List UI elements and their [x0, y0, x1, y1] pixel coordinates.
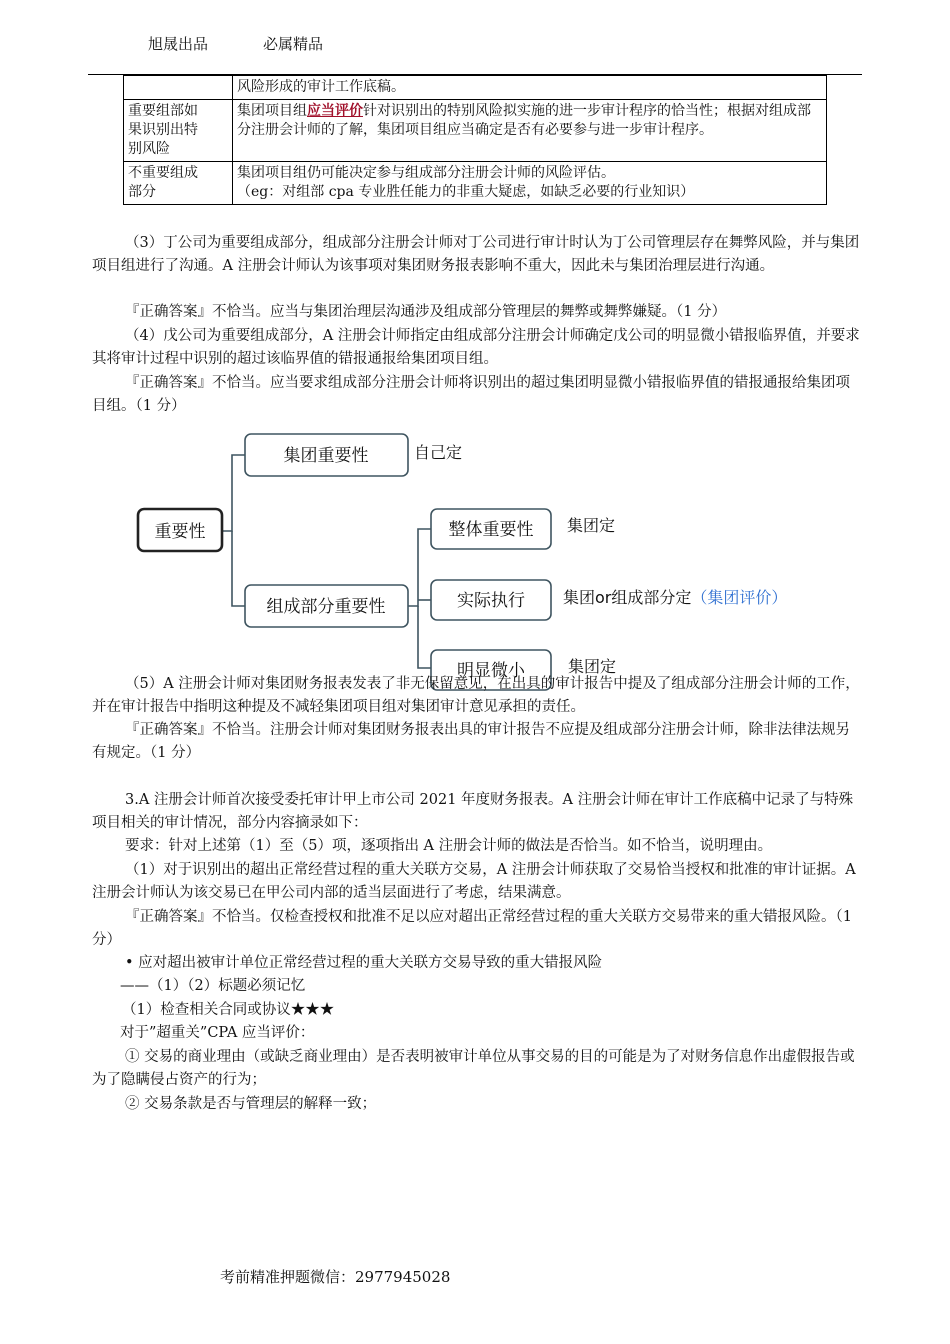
- table-cell-label: 不重要组成 部分: [124, 162, 233, 205]
- mindmap-component-label: 组成部分重要性: [266, 597, 386, 617]
- requirement: 要求：针对上述第（1）至（5）项，逐项指出 A 注册会计师的做法是否恰当。如不恰当，说明理由。: [125, 838, 773, 854]
- footer-contact: 考前精准押题微信：2977945028: [220, 1268, 451, 1286]
- mindmap-root-label: 重要性: [154, 522, 206, 542]
- question-3: （3）丁公司为重要组成部分，组成部分注册会计师对丁公司进行审计时认为丁公司管理层存在舞弊风险，并与集团项目组进行了沟通。A 注册会计师认为该事项对集团财务报表影响不重大，因此未与集团治理层进行沟通。: [92, 235, 860, 274]
- mindmap-performance-note-blue: （集团评价）: [691, 588, 788, 607]
- mindmap-overall-label: 整体重要性: [448, 520, 534, 540]
- table-cell: 集团项目组仍可能决定参与组成部分注册会计师的风险评估。 （eg：对组部 cpa 专业胜任能力的非重大疑虑，如缺乏必要的行业知识）: [233, 162, 827, 205]
- mindmap-group-label: 集团重要性: [283, 446, 369, 466]
- mindmap-overall-note: 集团定: [567, 516, 616, 535]
- section-3-question-1: （1）对于识别出的超出正常经营过程的重大关联方交易，A 注册会计师获取了交易恰当授权和批准的审计证据。A 注册会计师认为该交易已在甲公司内部的适当层面进行了考虑，结果满意。: [92, 862, 856, 901]
- header-right: 必属精品: [263, 35, 324, 53]
- answer-3: 『正确答案』不恰当。应当与集团治理层沟通涉及组成部分管理层的舞弊或舞弊嫌疑。（1 分）: [125, 304, 727, 320]
- mindmap-performance-label: 实际执行: [457, 591, 525, 611]
- answer-5: 『正确答案』不恰当。注册会计师对集团财务报表出具的审计报告不应提及组成部分注册会计师，除非法律法规另有规定。（1 分）: [92, 722, 850, 761]
- header-left: 旭晟出品: [148, 35, 209, 53]
- consideration-1: ① 交易的商业理由（或缺乏商业理由）是否表明被审计单位从事交易的目的可能是为了对财务信息作出虚假报告或为了隐瞒侵占资产的行为；: [92, 1049, 855, 1088]
- table-cell-label: 重要组部如 果识别出特 别风险: [124, 100, 233, 162]
- answer-4: 『正确答案』不恰当。应当要求组成部分注册会计师将识别出的超过集团明显微小错报临界值的错报通报给集团项目组。（1 分）: [92, 375, 850, 414]
- remember-note: ——（1）（2）标题必须记忆: [120, 978, 306, 994]
- mindmap-performance-note: 集团or组成部分定（集团评价）: [563, 588, 788, 607]
- question-4: （4）戊公司为重要组成部分，A 注册会计师指定由组成部分注册会计师确定戊公司的明显微小错报临界值，并要求其将审计过程中识别的超过该临界值的错报通报给集团项目组。: [92, 328, 860, 367]
- mindmap-trivial-label: 明显微小: [457, 661, 525, 681]
- question-5: （5）A 注册会计师对集团财务报表发表了非无保留意见，在出具的审计报告中提及了组成部分注册会计师的工作，并在审计报告中指明这种提及不减轻集团项目组对集团审计意见承担的责任。: [92, 676, 860, 715]
- section-3-answer-1: 『正确答案』不恰当。仅检查授权和批准不足以应对超出正常经营过程的重大关联方交易带来的重大错报风险。（1 分）: [92, 909, 852, 948]
- mindmap-trivial-note: 集团定: [568, 657, 617, 676]
- highlight-text: 应当评价: [307, 103, 363, 119]
- table-cell: 风险形成的审计工作底稿。: [233, 76, 827, 100]
- table-cell: 集团项目组应当评价针对识别出的特别风险拟实施的进一步审计程序的恰当性；根据对组成部分注册会计师的了解，集团项目组应当确定是否有必要参与进一步审计程序。: [233, 100, 827, 162]
- bullet-point: • 应对超出被审计单位正常经营过程的重大关联方交易导致的重大错报风险: [125, 955, 603, 971]
- mindmap-group-note: 自己定: [414, 443, 463, 462]
- section-3-intro: 3.A 注册会计师首次接受委托审计甲上市公司 2021 年度财务报表。A 注册会计师在审计工作底稿中记录了与特殊项目相关的审计情况，部分内容摘录如下：: [92, 792, 854, 831]
- super-related-note: 对于”超重关”CPA 应当评价：: [120, 1025, 315, 1041]
- consideration-2: ② 交易条款是否与管理层的解释一致；: [125, 1096, 377, 1112]
- check-contracts: （1）检查相关合同或协议★★★: [122, 1002, 335, 1018]
